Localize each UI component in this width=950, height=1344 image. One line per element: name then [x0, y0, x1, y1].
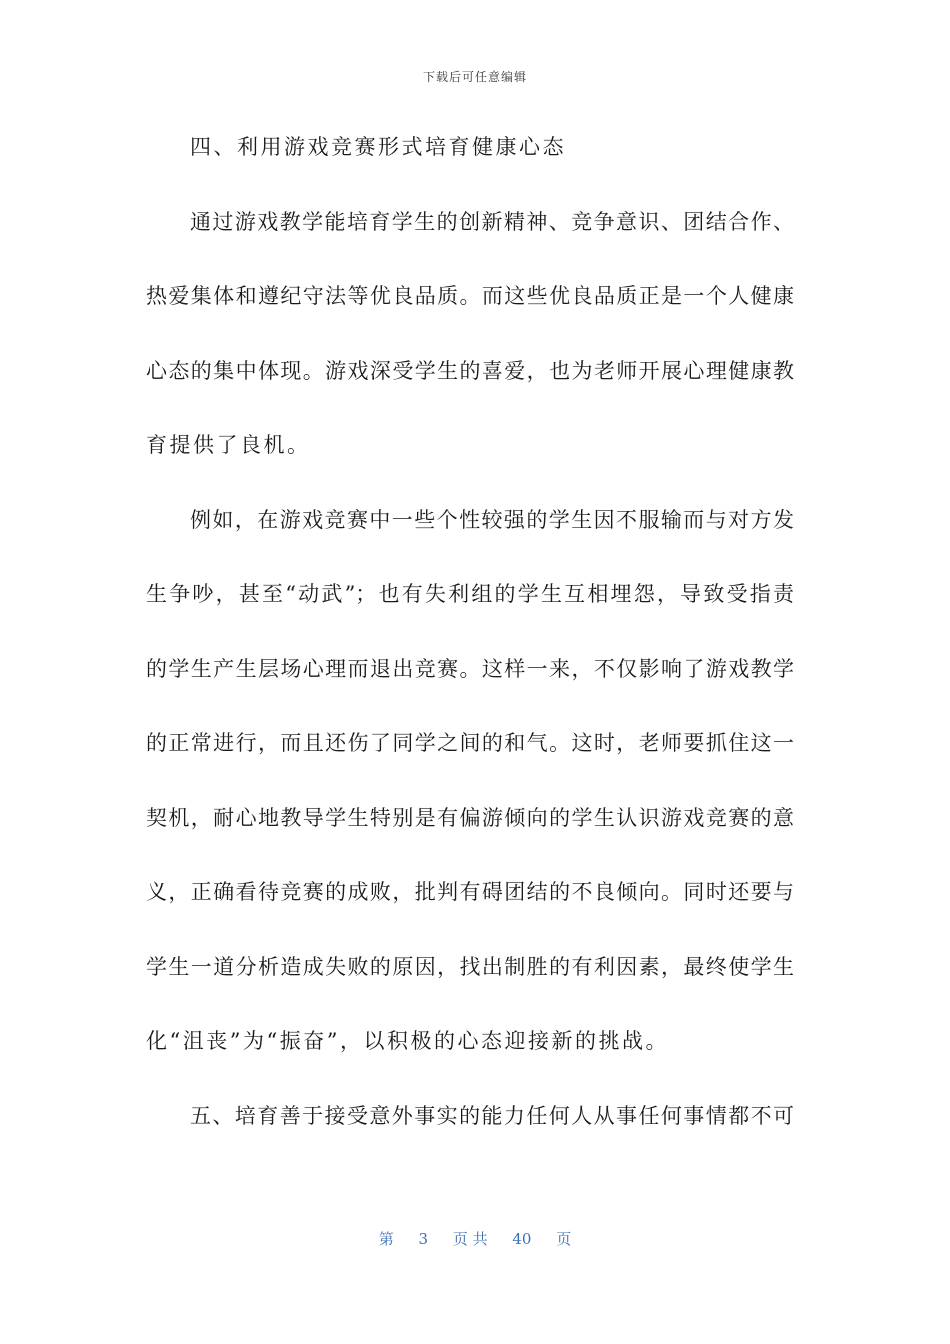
page-number: 3	[418, 1230, 429, 1248]
text-line: 通过游戏教学能培育学生的创新精神、竞争意识、团结合作、	[190, 209, 794, 234]
text-line: 契机，耐心地教导学生特别是有偏游倾向的学生认识游戏竞赛的意	[146, 805, 794, 830]
page-footer	[0, 1228, 950, 1249]
text-line: 心态的集中体现。游戏深受学生的喜爱，也为老师开展心理健康教	[146, 358, 794, 383]
text-line: 育提供了良机。	[146, 433, 311, 457]
page-middle: 页 共	[452, 1230, 488, 1248]
text-line: 学生一道分析造成失败的原因，找出制胜的有利因素，最终使学生	[146, 954, 794, 979]
page-suffix: 页	[556, 1230, 572, 1248]
text-line: 化“沮丧”为“振奋”，以积极的心态迎接新的挑战。	[146, 1029, 669, 1053]
text-line: 的正常进行，而且还伤了同学之间的和气。这时，老师要抓住这一	[146, 731, 794, 755]
text-line: 热爱集体和遵纪守法等优良品质。而这些优良品质正是一个人健康	[146, 284, 794, 308]
text-line: 义，正确看待竞赛的成败，批判有碍团结的不良倾向。同时还要与	[146, 880, 794, 904]
text-line: 生争吵，甚至“动武”；也有失利组的学生互相埋怨，导致受指责	[146, 582, 794, 606]
page-header-note: 下载后可任意编辑	[422, 70, 527, 84]
text-line: 的学生产生层场心理而退出竞赛。这样一来，不仅影响了游戏教学	[146, 656, 794, 681]
text-line: 例如，在游戏竞赛中一些个性较强的学生因不服输而与对方发	[190, 507, 794, 532]
total-pages: 40	[512, 1230, 532, 1248]
page-prefix: 第	[378, 1230, 394, 1248]
document-body	[146, 122, 794, 1165]
text-line: 五、培育善于接受意外事实的能力任何人从事任何事情都不可	[190, 1103, 794, 1128]
text-line: 四、利用游戏竞赛形式培育健康心态	[190, 135, 566, 159]
